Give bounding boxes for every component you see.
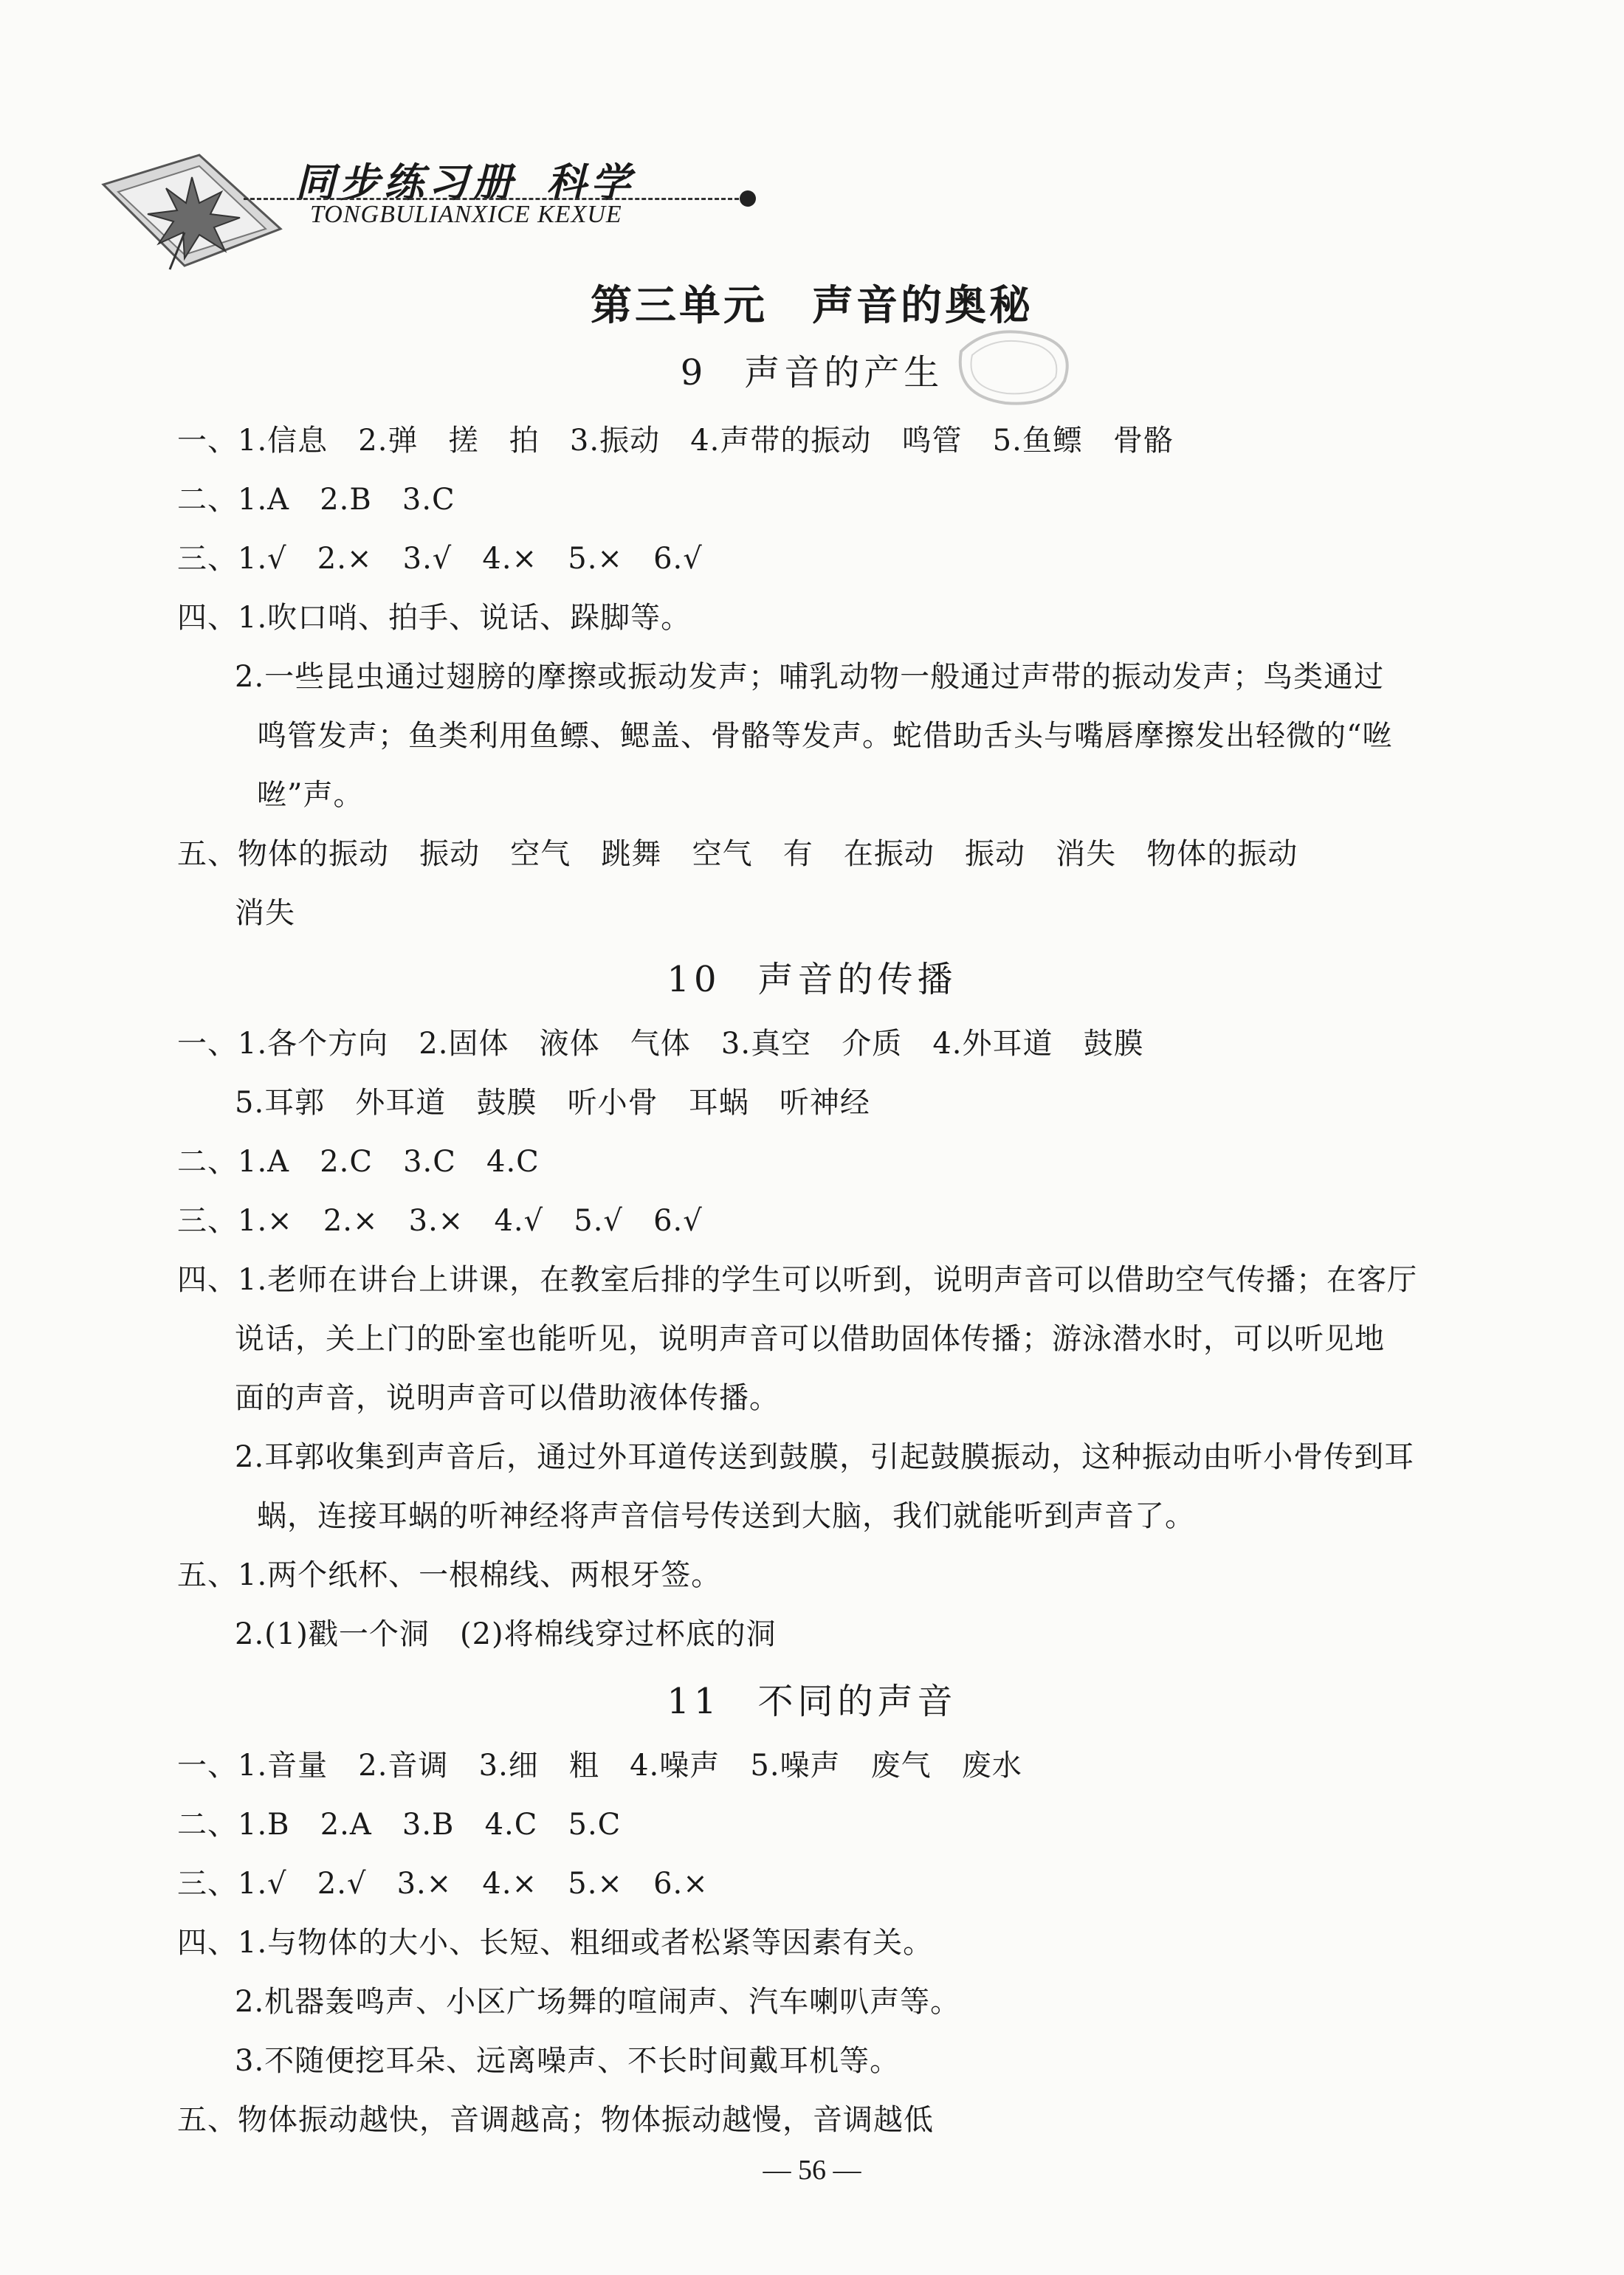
l9-line-1: 一、1.信息 2.弹 搓 拍 3.振动 4.声带的振动 鸣管 5.鱼鳔 骨骼 (177, 424, 1174, 458)
l11-line-7: 五、物体振动越快，音调越高；物体振动越慢，音调越低 (177, 2103, 934, 2137)
l9-line-7: 咝”声。 (257, 778, 364, 812)
l11-line-4: 四、1.与物体的大小、长短、粗细或者松紧等因素有关。 (177, 1926, 934, 1960)
l9-line-4: 四、1.吹口哨、拍手、说话、跺脚等。 (177, 601, 692, 635)
lesson-name: 声音的产生 (744, 352, 944, 393)
l11-line-6: 3.不随便挖耳朵、远离噪声、不长时间戴耳机等。 (235, 2044, 901, 2078)
l11-line-3: 三、1.√ 2.√ 3.× 4.× 5.× 6.× (177, 1867, 709, 1901)
l10-line-4: 三、1.× 2.× 3.× 4.√ 5.√ 6.√ (177, 1204, 703, 1238)
lesson-name: 声音的传播 (757, 959, 957, 1000)
l9-line-8: 五、物体的振动 振动 空气 跳舞 空气 有 在振动 振动 消失 物体的振动 (177, 837, 1298, 871)
unit-name: 声音的奥秘 (812, 282, 1033, 330)
l10-line-8: 2.耳郭收集到声音后，通过外耳道传送到鼓膜，引起鼓膜振动，这种振动由听小骨传到耳 (235, 1440, 1415, 1474)
header-pinyin: TONGBULIANXICE KEXUE (310, 201, 622, 228)
book-title-text: 同步练习册 (295, 159, 517, 206)
subject-label: 科学 (546, 159, 635, 206)
lesson-name: 不同的声音 (757, 1681, 957, 1722)
header-rule (244, 198, 746, 200)
l10-line-11: 2.(1)戳一个洞 (2)将棉线穿过杯底的洞 (235, 1617, 777, 1651)
unit-title (0, 273, 1624, 332)
header-dot (740, 190, 756, 207)
l10-line-5: 四、1.老师在讲台上讲课，在教室后排的学生可以听到，说明声音可以借助空气传播；在客厅 (177, 1263, 1418, 1297)
l9-line-6: 鸣管发声；鱼类利用鱼鳔、鳃盖、骨骼等发声。蛇借助舌头与嘴唇摩擦发出轻微的“咝 (257, 719, 1393, 753)
lesson-11-title (0, 1673, 1624, 1724)
stamp-seal (946, 322, 1079, 409)
lesson-number: 10 (667, 959, 721, 1000)
l10-line-10: 五、1.两个纸杯、一根棉线、两根牙签。 (177, 1558, 722, 1592)
unit-number: 第三单元 (591, 282, 768, 330)
l9-line-2: 二、1.A 2.B 3.C (177, 483, 455, 517)
l11-line-2: 二、1.B 2.A 3.B 4.C 5.C (177, 1808, 622, 1842)
l11-line-1: 一、1.音量 2.音调 3.细 粗 4.噪声 5.噪声 废气 废水 (177, 1749, 1022, 1783)
lesson-9-title (0, 344, 1624, 395)
l10-line-3: 二、1.A 2.C 3.C 4.C (177, 1145, 540, 1179)
l9-line-5: 2.一些昆虫通过翅膀的摩擦或振动发声；哺乳动物一般通过声带的振动发声；鸟类通过 (235, 660, 1385, 694)
l10-line-6: 说话，关上门的卧室也能听见，说明声音可以借助固体传播；游泳潜水时，可以听见地 (235, 1322, 1385, 1356)
l10-line-9: 蜗，连接耳蜗的听神经将声音信号传送到大脑，我们就能听到声音了。 (257, 1499, 1195, 1533)
lesson-number: 9 (680, 352, 708, 393)
l9-line-9: 消失 (235, 896, 295, 930)
page-number: — 56 — (763, 2155, 861, 2186)
maple-leaf-book-logo (96, 140, 288, 273)
l11-line-5: 2.机器轰鸣声、小区广场舞的喧闹声、汽车喇叭声等。 (235, 1985, 961, 2019)
l10-line-2: 5.耳郭 外耳道 鼓膜 听小骨 耳蜗 听神经 (235, 1086, 870, 1120)
l10-line-1: 一、1.各个方向 2.固体 液体 气体 3.真空 介质 4.外耳道 鼓膜 (177, 1027, 1144, 1061)
l9-line-3: 三、1.√ 2.× 3.√ 4.× 5.× 6.√ (177, 542, 703, 576)
l10-line-7: 面的声音，说明声音可以借助液体传播。 (235, 1381, 780, 1415)
lesson-10-title (0, 951, 1624, 1002)
lesson-number: 11 (667, 1681, 721, 1722)
